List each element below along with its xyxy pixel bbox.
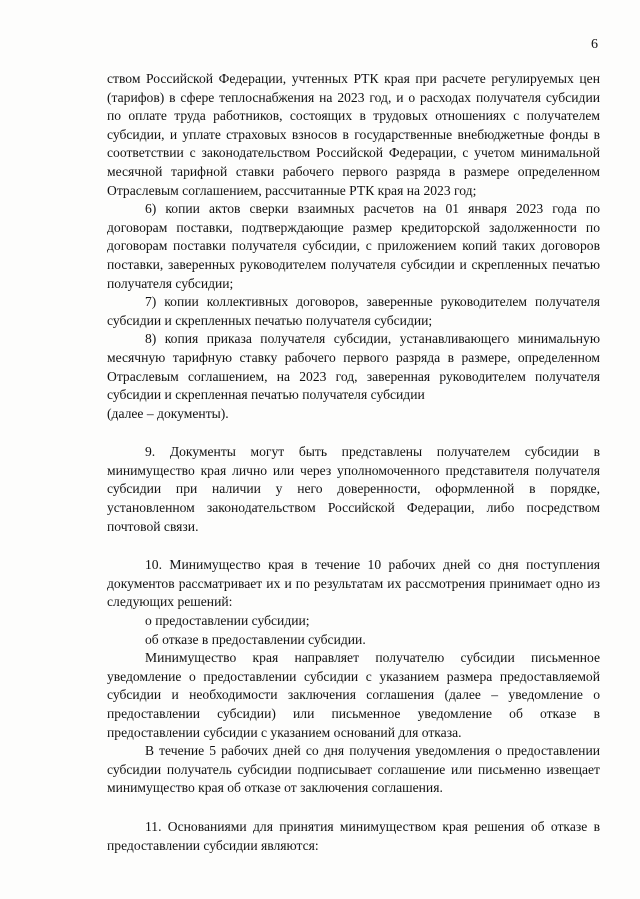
paragraph-documents-note: (далее – документы). [107, 405, 229, 421]
paragraph-section-10: 10. Минимущество края в течение 10 рабочих дней со дня поступления документов рассматривает их и по результатам их рассмотрения принимает одно из следующих решений: [107, 557, 600, 610]
paragraph-section-11: 11. Основаниями для принятия минимуществом края решения об отказе в предоставлении субсидии являются: [107, 818, 600, 853]
paragraph-decision-refuse: об отказе в предоставлении субсидии. [145, 631, 366, 647]
paragraph-continuation: ством Российской Федерации, учтенных РТК края при расчете регулируемых цен (тарифов) в сфере теплоснабжения на 2023 год, и о расходах получателя субсидии по оплате труда работников, состоящих в трудовых отношениях с получателем субсидии, и уплате страховых взносов в государственные внебюджетные фонды в соответствии с законодательством Российской Федерации, с учетом минимальной месячной тарифной ставки рабочего первого разряда в размере определенном Отраслевым соглашением, рассчитанные РТК края на 2023 год; [107, 71, 600, 198]
paragraph-notification: Минимущество края направляет получателю субсидии письменное уведомление о предоставлении субсидии с указанием размера предоставляемой субсидии и необходимости заключения соглашения (далее – уведомление о предоставлении субсидии) или письменное уведомление об отказе в предоставлении субсидии с указанием оснований для отказа. [107, 650, 600, 740]
document-body [107, 70, 600, 855]
page-number: 6 [591, 37, 598, 52]
paragraph-agreement-term: В течение 5 рабочих дней со дня получения уведомления о предоставлении субсидии получатель субсидии подписывает соглашение или письменно извещает минимущество края об отказе от заключения соглашения. [107, 743, 600, 796]
paragraph-item-6: 6) копии актов сверки взаимных расчетов на 01 января 2023 года по договорам поставки, подтверждающие размер кредиторской задолженности по договорам поставки получателя субсидии, с приложением копий таких договоров поставки, заверенных руководителем получателя субсидии и скрепленных печатью получателя субсидии; [107, 201, 600, 291]
paragraph-section-9: 9. Документы могут быть представлены получателем субсидии в минимущество края лично или через уполномоченного представителя получателя субсидии при наличии у него доверенности, оформленной в порядке, установленном законодательством Российской Федерации, либо посредством почтовой связи. [107, 444, 600, 534]
paragraph-decision-grant: о предоставлении субсидии; [145, 613, 310, 629]
paragraph-item-7: 7) копии коллективных договоров, заверенные руководителем получателя субсидии и скрепленных печатью получателя субсидии; [107, 294, 600, 328]
paragraph-item-8: 8) копия приказа получателя субсидии, устанавливающего минимальную месячную тарифную ставку рабочего первого разряда в размере, определенном Отраслевым соглашением, на 2023 год, заверенная руководителем получателя субсидии и скрепленная печатью получателя субсидии [107, 331, 600, 403]
